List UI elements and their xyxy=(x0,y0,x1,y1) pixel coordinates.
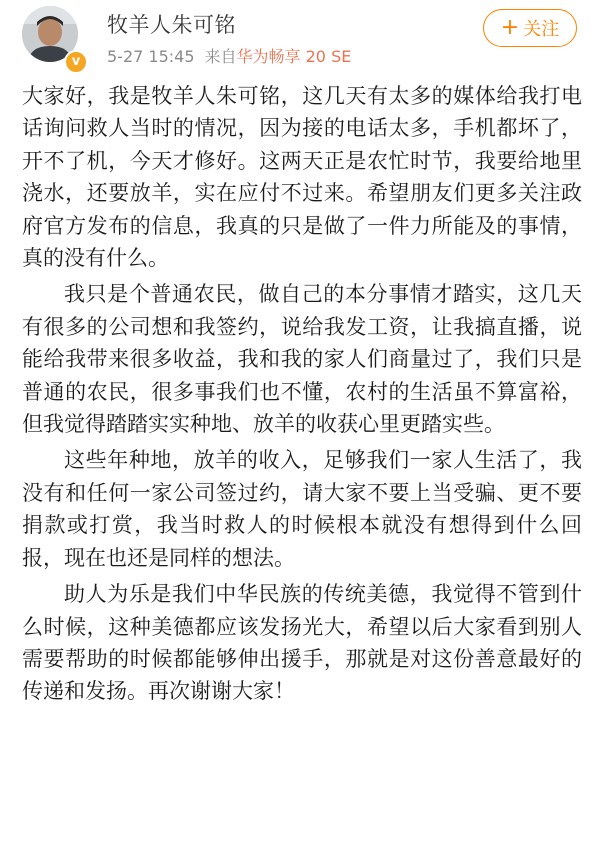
plus-icon: + xyxy=(500,15,520,40)
post-meta xyxy=(107,44,351,67)
post-paragraph: 我只是个普通农民，做自己的本分事情才踏实，这几天有很多的公司想和我签约，说给我发工资，让我搞直播，说能给我带来很多收益，我和我的家人们商量过了，我们只是普通的农民，很多事我们也不懂，农村的生活虽不算富裕，但我觉得踏踏实实种地、放羊的收获心里更踏实些。 xyxy=(22,282,582,437)
source-device-link[interactable]: 华为畅享 20 SE xyxy=(236,47,352,66)
post-header xyxy=(0,0,600,76)
post-time: 5-27 15:45 xyxy=(107,47,195,66)
verified-badge-icon: v xyxy=(64,50,88,74)
source-prefix: 来自 xyxy=(204,47,237,66)
post-paragraph: 这些年种地，放羊的收入，足够我们一家人生活了，我没有和任何一家公司签过约，请大家不要上当受骗、更不要捐款或打赏，我当时救人的时候根本就没有想得到什么回报，现在也还是同样的想法。 xyxy=(22,448,582,570)
post-content xyxy=(22,80,582,712)
post-paragraph: 大家好，我是牧羊人朱可铭，这几天有太多的媒体给我打电话询问救人当时的情况，因为接的电话太多，手机都坏了，开不了机，今天才修好。这两天正是农忙时节，我要给地里浇水，还要放羊，实在应付不过来。希望朋友们更多关注政府官方发布的信息，我真的只是做了一件力所能及的事情，真的没有什么。 xyxy=(22,84,582,271)
follow-button[interactable] xyxy=(483,9,577,47)
post-paragraph: 助人为乐是我们中华民族的传统美德，我觉得不管到什么时候，这种美德都应该发扬光大，希望以后大家看到别人需要帮助的时候都能够伸出援手，那就是对这份善意最好的传递和发扬。再次谢谢大家！ xyxy=(22,582,582,704)
follow-label: 关注 xyxy=(523,19,560,40)
author-name[interactable]: 牧羊人朱可铭 xyxy=(107,13,236,37)
